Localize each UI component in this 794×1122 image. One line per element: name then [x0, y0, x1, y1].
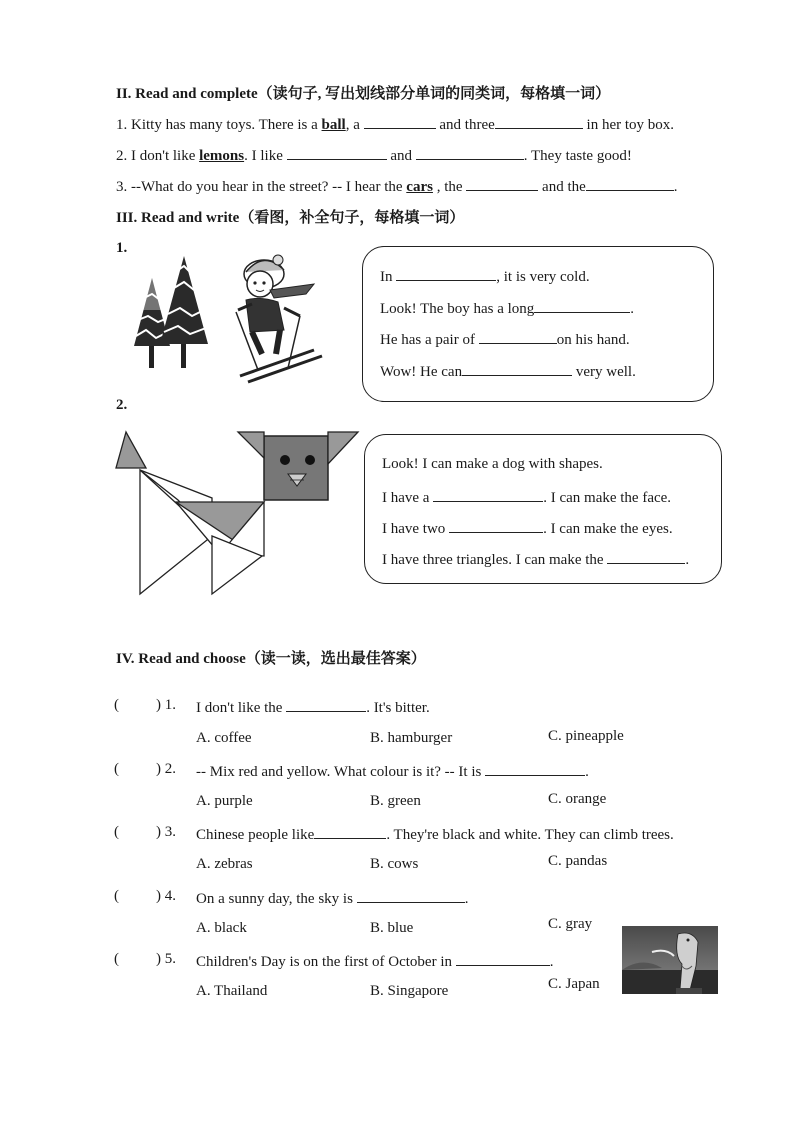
pine-tree-icon — [160, 256, 208, 368]
section-3-title: III. Read and write — [116, 210, 240, 226]
section-2-title: II. Read and complete — [116, 86, 258, 102]
p1-line-3 — [380, 329, 630, 349]
pine-tree-icon — [134, 278, 170, 368]
q3-option-a[interactable]: A. zebras — [196, 856, 253, 872]
p1-line-4-b: very well. — [575, 364, 636, 380]
skier-boy-icon — [236, 255, 322, 382]
p2-line-2-b: . I can make the face. — [543, 490, 672, 506]
q2-option-c[interactable]: C. orange — [548, 791, 607, 807]
s3-picture-2-number: 2. — [116, 397, 128, 413]
q5-stem-a: Children's Day is on the first of October in — [196, 954, 452, 970]
p2-line-2-a: I have a — [382, 490, 430, 506]
q5-option-b[interactable]: B. Singapore — [370, 983, 449, 999]
s2-q1-text-3: and three — [439, 117, 495, 133]
p2-blank-1[interactable] — [433, 487, 543, 502]
p1-line-2 — [380, 298, 634, 318]
s2-q1-text-2: , a — [345, 117, 360, 133]
p2-line-4-b: . — [685, 552, 690, 568]
q3-option-c[interactable]: C. pandas — [548, 853, 608, 869]
q2-number: ) 2. — [156, 761, 176, 777]
shape-dog-illustration — [112, 428, 364, 600]
q4-blank[interactable] — [357, 888, 465, 903]
section-2-instruction: （读句子, 写出划线部分单词的同类词，每格填一词） — [257, 86, 611, 102]
p2-line-4-a: I have three triangles. I can make the — [382, 552, 604, 568]
q1-option-a[interactable]: A. coffee — [196, 730, 252, 746]
s2-question-1 — [116, 114, 674, 134]
p1-blank-2[interactable] — [534, 298, 630, 313]
s2-q2-text-3: and — [390, 148, 413, 164]
s2-q1-blank-2[interactable] — [495, 114, 583, 129]
p1-blank-3[interactable] — [479, 329, 557, 344]
q4-stem-a: On a sunny day, the sky is — [196, 891, 353, 907]
p2-line-3-a: I have two — [382, 521, 446, 537]
answer-paren-3[interactable]: ( — [114, 824, 119, 840]
p2-line-4 — [382, 549, 689, 569]
section-4-instruction: （读一读，选出最佳答案） — [245, 651, 426, 667]
q4-option-c[interactable]: C. gray — [548, 916, 593, 932]
p1-line-3-a: He has a pair of — [380, 332, 475, 348]
p1-line-4 — [380, 361, 636, 381]
q3-number: ) 3. — [156, 824, 176, 840]
s2-question-2 — [116, 145, 632, 165]
p1-blank-1[interactable] — [396, 266, 496, 281]
section-3-instruction: （看图，补全句子，每格填一词） — [239, 210, 465, 226]
p1-line-2-a: Look! The boy has a long — [380, 301, 535, 317]
p1-line-3-b: on his hand. — [556, 332, 630, 348]
p2-line-1: Look! I can make a dog with shapes. — [382, 456, 603, 472]
q2-stem — [196, 761, 589, 781]
p2-blank-3[interactable] — [607, 549, 685, 564]
s2-q1-underlined-word: ball — [321, 117, 346, 133]
q1-option-b[interactable]: B. hamburger — [370, 730, 453, 746]
p2-blank-2[interactable] — [449, 518, 543, 533]
q5-blank[interactable] — [456, 951, 550, 966]
s2-q2-blank-1[interactable] — [287, 145, 387, 160]
p1-line-1-a: In — [380, 269, 393, 285]
p1-line-2-b: . — [630, 301, 635, 317]
q1-blank[interactable] — [286, 697, 366, 712]
q2-stem-a: -- Mix red and yellow. What colour is it? -- It is — [196, 764, 482, 780]
q1-stem-a: I don't like the — [196, 700, 283, 716]
q2-option-b[interactable]: B. green — [370, 793, 421, 809]
p1-blank-4[interactable] — [462, 361, 572, 376]
merlion-photo — [622, 926, 718, 994]
s2-q2-text-4: . They taste good! — [523, 148, 632, 164]
p2-line-3 — [382, 518, 673, 538]
answer-paren-2[interactable]: ( — [114, 761, 119, 777]
q3-stem — [196, 824, 674, 844]
q1-number: ) 1. — [156, 697, 176, 713]
p2-line-3-b: . I can make the eyes. — [543, 521, 673, 537]
trees-and-skier-illustration — [128, 250, 328, 390]
s2-q3-text-2: , the — [436, 179, 463, 195]
q3-blank[interactable] — [314, 824, 386, 839]
s2-q2-text-2: . I like — [244, 148, 283, 164]
s2-q2-blank-2[interactable] — [416, 145, 524, 160]
q1-option-c[interactable]: C. pineapple — [548, 728, 624, 744]
q5-option-c[interactable]: C. Japan — [548, 976, 600, 992]
q4-option-b[interactable]: B. blue — [370, 920, 414, 936]
q2-option-a[interactable]: A. purple — [196, 793, 253, 809]
answer-paren-4[interactable]: ( — [114, 888, 119, 904]
s2-q3-text-3: and the — [542, 179, 586, 195]
s2-question-3 — [116, 176, 678, 196]
s2-q2-text: 2. I don't like — [116, 148, 196, 164]
q5-stem-b: . — [549, 954, 554, 970]
section-4-heading — [116, 647, 426, 668]
square-face-shape — [264, 436, 328, 500]
q4-stem — [196, 888, 468, 908]
s2-q2-underlined-word: lemons — [199, 148, 245, 164]
q1-stem — [196, 697, 430, 717]
s2-q1-blank-1[interactable] — [364, 114, 436, 129]
q5-option-a[interactable]: A. Thailand — [196, 983, 268, 999]
p2-line-2 — [382, 487, 671, 507]
q5-number: ) 5. — [156, 951, 176, 967]
s2-q3-underlined-word: cars — [406, 179, 433, 195]
s2-q1-text-4: in her toy box. — [586, 117, 675, 133]
p1-line-1 — [380, 266, 590, 286]
q4-number: ) 4. — [156, 888, 176, 904]
s3-picture-1-number: 1. — [116, 240, 128, 256]
circle-eye-shape — [280, 455, 290, 465]
q4-option-a[interactable]: A. black — [196, 920, 247, 936]
q3-stem-a: Chinese people like — [196, 827, 315, 843]
section-2-heading — [116, 82, 610, 103]
q3-option-b[interactable]: B. cows — [370, 856, 419, 872]
circle-eye-shape — [305, 455, 315, 465]
answer-paren-1[interactable]: ( — [114, 697, 119, 713]
p1-line-4-a: Wow! He can — [380, 364, 463, 380]
p1-line-1-b: , it is very cold. — [496, 269, 590, 285]
q4-stem-b: . — [464, 891, 469, 907]
q2-blank[interactable] — [485, 761, 585, 776]
answer-paren-5[interactable]: ( — [114, 951, 119, 967]
s2-q3-blank-2[interactable] — [586, 176, 674, 191]
s2-q3-text-4: . — [673, 179, 678, 195]
s2-q1-text: 1. Kitty has many toys. There is a — [116, 117, 318, 133]
s2-q3-blank-1[interactable] — [466, 176, 538, 191]
section-3-heading — [116, 206, 464, 227]
q5-stem — [196, 951, 554, 971]
section-4-title: IV. Read and choose — [116, 651, 246, 667]
q2-stem-b: . — [585, 764, 589, 780]
s2-q3-text: 3. --What do you hear in the street? -- I hear the — [116, 179, 403, 195]
q3-stem-b: . They're black and white. They can climb trees. — [386, 827, 674, 843]
q1-stem-b: . It's bitter. — [366, 700, 430, 716]
